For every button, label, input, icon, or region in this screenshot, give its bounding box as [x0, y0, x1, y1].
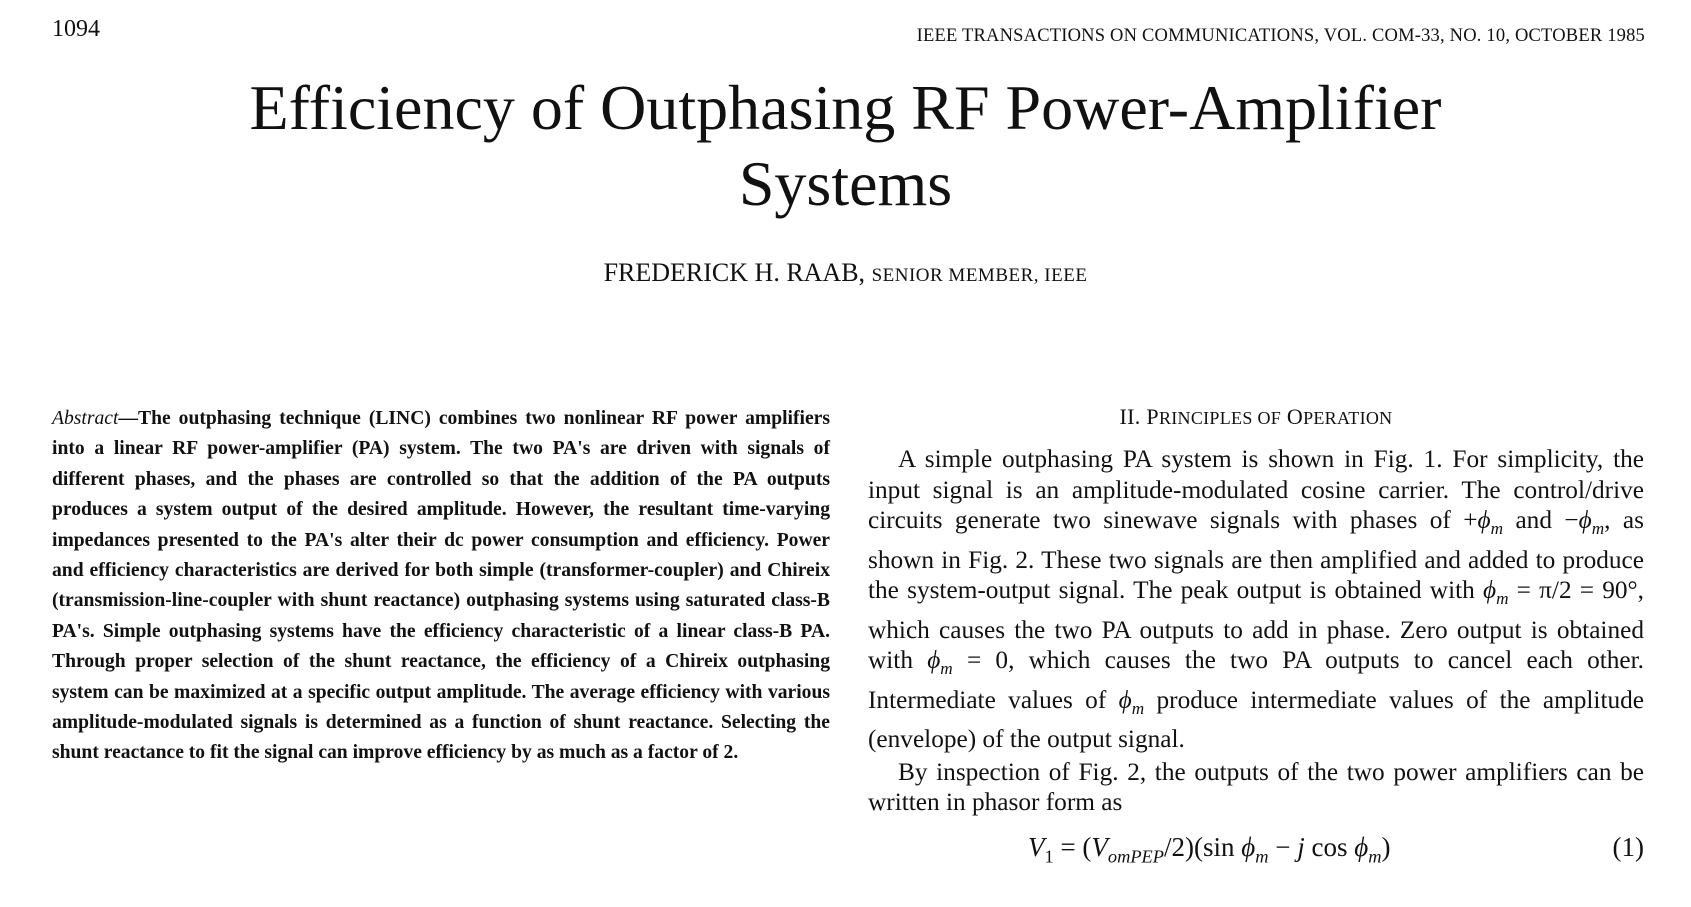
p1-text-a: A simple outphasing PA system is shown in Fig. 1. For simplicity, the input signal is an amplitude-modulated cosine carrier. The control/drive circuits generate two sinewave signals with phases of +	[868, 445, 1644, 534]
title-line-2: Systems	[738, 148, 953, 219]
phi-symbol: ϕ	[1241, 831, 1256, 862]
subscript-m-text: m	[1490, 519, 1504, 539]
eq-subscript-ompep	[1108, 846, 1164, 866]
eq-part-c: −	[1268, 831, 1298, 862]
abstract	[52, 404, 830, 769]
p1-text-d: = π/2 = 90°, which causes the two PA outputs to add in phase. Zero output is obtained with	[868, 576, 1644, 675]
subscript-m-text: m	[1255, 846, 1269, 867]
author-affiliation: SENIOR MEMBER, IEEE	[871, 265, 1088, 286]
subscript-m	[1592, 519, 1604, 538]
equation-body	[1028, 832, 1391, 867]
eq-part-a: = (	[1053, 831, 1092, 862]
eq-part-b: /2)(sin	[1164, 831, 1242, 862]
section-title-rest1: RINCIPLES OF	[1158, 408, 1282, 428]
author-name: FREDERICK H. RAAB,	[603, 258, 866, 287]
subscript-m-text: m	[1591, 519, 1605, 539]
subscript-m	[1491, 519, 1503, 538]
phi-symbol: ϕ	[1578, 506, 1592, 534]
section-number: II.	[1119, 404, 1141, 429]
title-line-1: Efficiency of Outphasing RF Power-Amplifier	[249, 72, 1442, 143]
running-head: IEEE TRANSACTIONS ON COMMUNICATIONS, VOL. COM-33, NO. 10, OCTOBER 1985	[916, 26, 1645, 46]
subscript-m-text: m	[1131, 698, 1145, 718]
page-number: 1094	[52, 16, 100, 42]
abstract-text: —The outphasing technique (LINC) combines two nonlinear RF power amplifiers into a linear RF power-amplifier (PA) system. The two PA's are driven with signals of different phases, and the phases are controlled so that the addition of the PA outputs produces a system output of the desired amplitude. However, the resultant time-varying impedances presented to the PA's alter their dc power consumption and efficiency. Power and efficiency characteristics are derived for both simple (transformer-coupler) and Chireix (transmission-line-coupler with shunt reactance) outphasing systems using saturated class-B PA's. Simple outphasing systems have the efficiency characteristic of a linear class-B PA. Through proper selection of the shunt reactance, the efficiency of a Chireix outphasing system can be maximized at a specific output amplitude. The average efficiency with various amplitude-modulated signals is determined as a function of shunt reactance. Selecting the shunt reactance to fit the signal can improve efficiency by as much as a factor of 2.	[52, 408, 830, 764]
eq-v: V	[1091, 831, 1108, 862]
body-paragraph-2: By inspection of Fig. 2, the outputs of the two power amplifiers can be written in phasor form as	[868, 757, 1644, 817]
phi-symbol: ϕ	[1118, 685, 1132, 714]
eq-subscript-ompep-text: omPEP	[1107, 846, 1164, 867]
body-paragraph-1	[868, 444, 1644, 755]
eq-part-d: cos	[1304, 831, 1355, 862]
subscript-m	[1255, 846, 1268, 866]
p1-text-e: = 0, which causes the two PA outputs to cancel each other. Intermediate values of	[868, 646, 1644, 714]
phi-symbol: ϕ	[1477, 506, 1491, 534]
subscript-m	[1368, 846, 1381, 866]
equation-1	[868, 828, 1644, 868]
section-title-p: P	[1146, 404, 1159, 429]
author-line	[0, 258, 1691, 288]
section-heading	[868, 404, 1644, 430]
subscript-m-text: m	[1368, 846, 1382, 867]
subscript-m-text: m	[940, 659, 953, 679]
section-title-rest2: PERATION	[1303, 408, 1393, 428]
eq-part-e: )	[1381, 831, 1391, 862]
subscript-m	[1496, 589, 1508, 608]
eq-j: j	[1297, 831, 1305, 862]
phi-symbol: ϕ	[1482, 576, 1497, 605]
section-title-o: O	[1286, 404, 1304, 429]
subscript-m-text: m	[1496, 589, 1509, 609]
equation-number: (1)	[1612, 831, 1644, 862]
subscript-m	[1132, 699, 1144, 718]
phi-symbol: ϕ	[927, 646, 941, 675]
p1-text-b: and −	[1503, 506, 1579, 534]
p1-text-f: produce intermediate values of the amplitude (envelope) of the output signal.	[868, 685, 1644, 754]
abstract-lead: Abstract	[52, 408, 119, 429]
paper-title	[0, 70, 1691, 222]
subscript-m	[940, 659, 952, 678]
eq-subscript-1: 1	[1044, 846, 1054, 867]
right-column	[868, 404, 1644, 868]
eq-v: V	[1028, 831, 1045, 862]
phi-symbol: ϕ	[1354, 831, 1369, 862]
p1-text-c: , as shown in Fig. 2. These two signals are then amplified and added to produce the system-output signal. The peak output is obtained with	[868, 506, 1644, 605]
